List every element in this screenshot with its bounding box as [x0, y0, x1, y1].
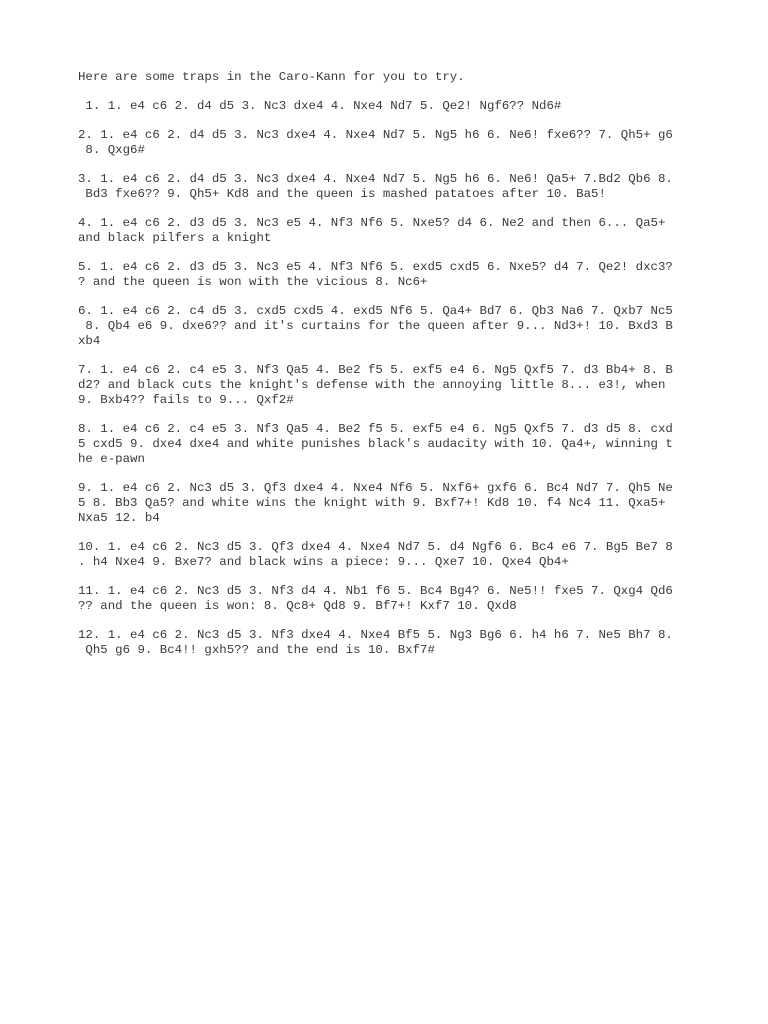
trap-line: 7. 1. e4 c6 2. c4 e5 3. Nf3 Qa5 4. Be2 f5 5. exf5 e4 6. Ng5 Qxf5 7. d3 Bb4+ 8. B	[78, 363, 673, 377]
trap-10	[78, 540, 698, 570]
trap-line: Bd3 fxe6?? 9. Qh5+ Kd8 and the queen is mashed patatoes after 10. Ba5!	[78, 187, 606, 201]
trap-line: 2. 1. e4 c6 2. d4 d5 3. Nc3 dxe4 4. Nxe4 Nd7 5. Ng5 h6 6. Ne6! fxe6?? 7. Qh5+ g6	[78, 128, 673, 142]
trap-11	[78, 584, 698, 614]
trap-3	[78, 172, 698, 202]
trap-line: ? and the queen is won with the vicious 8. Nc6+	[78, 275, 428, 289]
trap-line: 8. 1. e4 c6 2. c4 e5 3. Nf3 Qa5 4. Be2 f5 5. exf5 e4 6. Ng5 Qxf5 7. d3 d5 8. cxd	[78, 422, 673, 436]
trap-line: 9. Bxb4?? fails to 9... Qxf2#	[78, 393, 294, 407]
trap-line: . h4 Nxe4 9. Bxe7? and black wins a piece: 9... Qxe7 10. Qxe4 Qb4+	[78, 555, 569, 569]
trap-line: xb4	[78, 334, 101, 348]
trap-12	[78, 628, 698, 658]
trap-line: 5. 1. e4 c6 2. d3 d5 3. Nc3 e5 4. Nf3 Nf6 5. exd5 cxd5 6. Nxe5? d4 7. Qe2! dxc3?	[78, 260, 673, 274]
trap-line: 9. 1. e4 c6 2. Nc3 d5 3. Qf3 dxe4 4. Nxe4 Nf6 5. Nxf6+ gxf6 6. Bc4 Nd7 7. Qh5 Ne	[78, 481, 673, 495]
intro-text: Here are some traps in the Caro-Kann for you to try.	[78, 70, 465, 84]
trap-line: ?? and the queen is won: 8. Qc8+ Qd8 9. Bf7+! Kxf7 10. Qxd8	[78, 599, 517, 613]
trap-line: Qh5 g6 9. Bc4!! gxh5?? and the end is 10. Bxf7#	[78, 643, 435, 657]
trap-4	[78, 216, 698, 246]
document-page	[78, 70, 698, 672]
trap-7	[78, 363, 698, 408]
trap-line: Nxa5 12. b4	[78, 511, 160, 525]
trap-line: 10. 1. e4 c6 2. Nc3 d5 3. Qf3 dxe4 4. Nxe4 Nd7 5. d4 Ngf6 6. Bc4 e6 7. Bg5 Be7 8	[78, 540, 673, 554]
trap-2	[78, 128, 698, 158]
trap-line: 4. 1. e4 c6 2. d3 d5 3. Nc3 e5 4. Nf3 Nf6 5. Nxe5? d4 6. Ne2 and then 6... Qa5+	[78, 216, 666, 230]
trap-line: 8. Qb4 e6 9. dxe6?? and it's curtains for the queen after 9... Nd3+! 10. Bxd3 B	[78, 319, 673, 333]
trap-line: 11. 1. e4 c6 2. Nc3 d5 3. Nf3 d4 4. Nb1 f6 5. Bc4 Bg4? 6. Ne5!! fxe5 7. Qxg4 Qd6	[78, 584, 673, 598]
trap-9	[78, 481, 698, 526]
trap-line: 5 8. Bb3 Qa5? and white wins the knight with 9. Bxf7+! Kd8 10. f4 Nc4 11. Qxa5+	[78, 496, 666, 510]
trap-line: 12. 1. e4 c6 2. Nc3 d5 3. Nf3 dxe4 4. Nxe4 Bf5 5. Ng3 Bg6 6. h4 h6 7. Ne5 Bh7 8.	[78, 628, 673, 642]
trap-line: 6. 1. e4 c6 2. c4 d5 3. cxd5 cxd5 4. exd5 Nf6 5. Qa4+ Bd7 6. Qb3 Na6 7. Qxb7 Nc5	[78, 304, 673, 318]
trap-line: and black pilfers a knight	[78, 231, 272, 245]
trap-6	[78, 304, 698, 349]
trap-line: 1. 1. e4 c6 2. d4 d5 3. Nc3 dxe4 4. Nxe4 Nd7 5. Qe2! Ngf6?? Nd6#	[78, 99, 562, 113]
trap-line: 8. Qxg6#	[78, 143, 145, 157]
trap-8	[78, 422, 698, 467]
trap-line: 3. 1. e4 c6 2. d4 d5 3. Nc3 dxe4 4. Nxe4 Nd7 5. Ng5 h6 6. Ne6! Qa5+ 7.Bd2 Qb6 8.	[78, 172, 673, 186]
trap-line: d2? and black cuts the knight's defense with the annoying little 8... e3!, when	[78, 378, 666, 392]
trap-line: he e-pawn	[78, 452, 145, 466]
trap-5	[78, 260, 698, 290]
trap-line: 5 cxd5 9. dxe4 dxe4 and white punishes black's audacity with 10. Qa4+, winning t	[78, 437, 673, 451]
trap-1	[78, 99, 698, 114]
